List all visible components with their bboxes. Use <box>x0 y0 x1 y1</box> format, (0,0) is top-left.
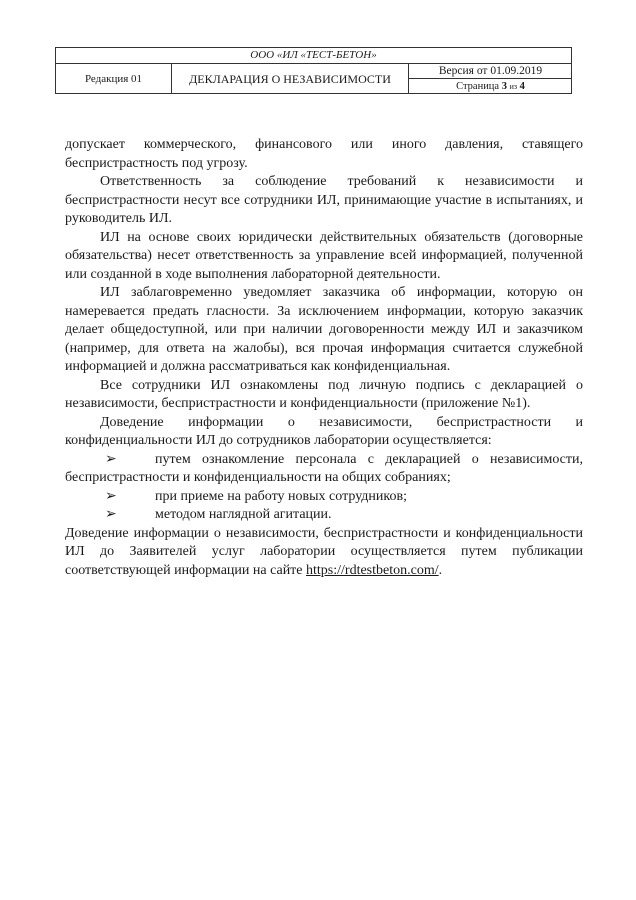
bullet-item-3 <box>65 506 583 525</box>
bullet-item-2 <box>65 488 583 507</box>
bullet-text-2: при приеме на работу новых сотрудников; <box>155 488 408 504</box>
paragraph-5: Все сотрудники ИЛ ознакомлены под личную подпись с декларацией о независимости, беспристрастности и конфиденциальности (приложение №1). <box>65 377 583 411</box>
page-number <box>409 79 572 94</box>
page-current: 3 <box>501 81 507 92</box>
bullet-item-1 <box>65 451 583 488</box>
page-label: Страница <box>456 81 500 92</box>
page-total: 4 <box>519 81 525 92</box>
bullet-text-3: методом наглядной агитации. <box>155 507 332 522</box>
edition-cell: Редакция 01 <box>56 64 172 94</box>
version-page-cell <box>409 64 572 94</box>
document-title: ДЕКЛАРАЦИЯ О НЕЗАВИСИМОСТИ <box>172 64 409 94</box>
document-header-table <box>55 47 572 94</box>
document-body <box>65 136 583 580</box>
paragraph-1: допускает коммерческого, финансового или иного давления, ставящего беспристрастность под угрозу. <box>65 137 583 171</box>
arrow-bullet-icon: ➢ <box>105 507 117 522</box>
paragraph-7-text: Доведение информации о независимости, беспристрастности и конфиденциальности ИЛ до Заявителей услуг лаборатории осуществляется путем публикации соответствующей информации на сайте <box>65 525 583 578</box>
paragraph-6: Доведение информации о независимости, беспристрастности и конфиденциальности ИЛ до сотрудников лаборатории осуществляется: <box>65 414 583 448</box>
link-suffix: . <box>438 562 443 578</box>
page-of: из <box>509 82 518 91</box>
paragraph-3: ИЛ на основе своих юридически действительных обязательств (договорные обязательства) несет ответственность за управление всей информацией, полученной или созданной в ходе выполнения лабораторной деятельности. <box>65 229 583 282</box>
arrow-bullet-icon: ➢ <box>105 488 117 504</box>
bullet-text-1: путем ознакомление персонала с декларацией о независимости, беспристрастности и конфиденциальности на общих собраниях; <box>65 451 583 485</box>
website-link[interactable]: https://rdtestbeton.com/ <box>306 562 439 578</box>
paragraph-7 <box>65 525 583 581</box>
arrow-bullet-icon: ➢ <box>105 451 117 467</box>
paragraph-4: ИЛ заблаговременно уведомляет заказчика об информации, которую он намеревается предать гласности. За исключением информации, которую заказчик делает общедоступной, или при наличии договоренности между ИЛ и заказчиком (например, для ответа на жалобы), вся прочая информация считается служебной информацией и должна рассматриваться как конфиденциальная. <box>65 285 583 374</box>
organization-name: ООО «ИЛ «ТЕСТ-БЕТОН» <box>56 48 571 64</box>
paragraph-2: Ответственность за соблюдение требований к независимости и беспристрастности несут все сотрудники ИЛ, принимающие участие в испытаниях, и руководитель ИЛ. <box>65 174 583 226</box>
version-text: Версия от 01.09.2019 <box>409 64 572 79</box>
